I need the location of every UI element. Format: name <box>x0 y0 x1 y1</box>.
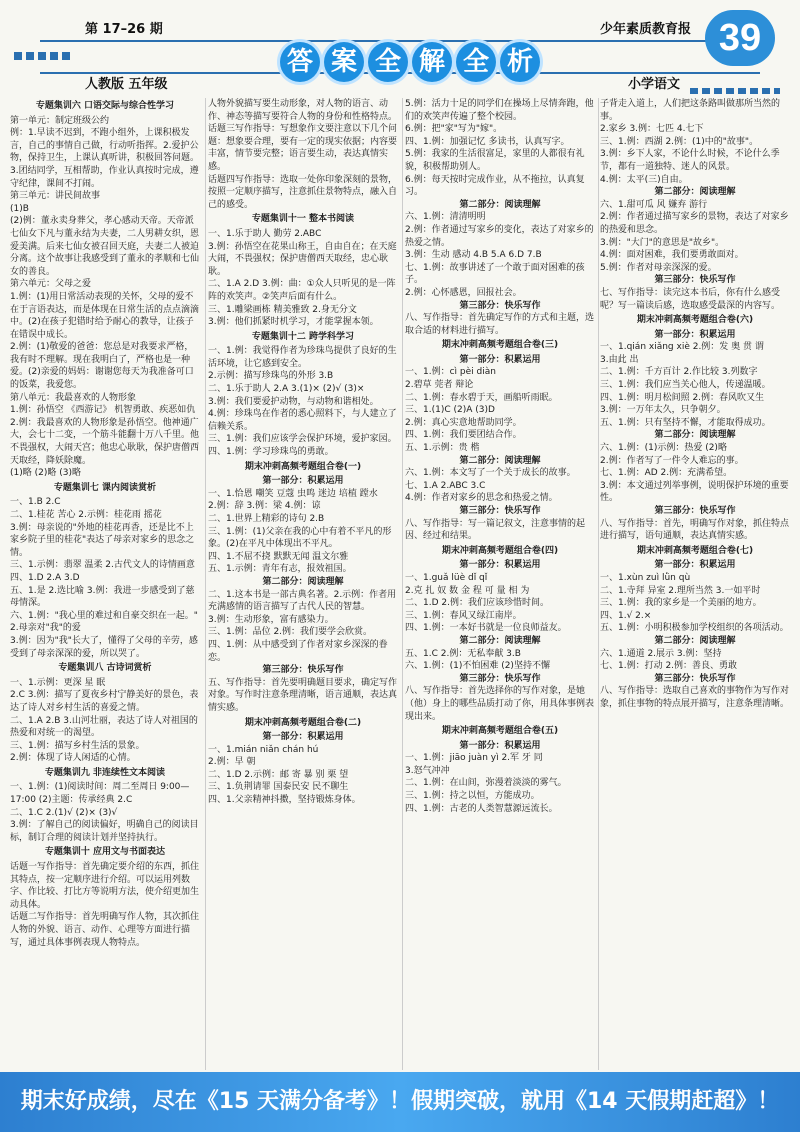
answer-line: 3.例：孙悟空在花果山称王，自由自在；在天庭大闹，不畏强权；保护唐僧西天取经，忠心耿耿。 <box>208 241 397 277</box>
answer-line: 八、写作指导：首先，明确写作对象，抓住特点进行描写，语句通顺，表达真情实感。 <box>600 518 790 542</box>
answer-line: 3.例：乡下人家，不论什么时候，不论什么季节，都有一道独特、迷人的风景。 <box>600 149 780 172</box>
answer-line: 三、1.例：持之以恒，方能成功。 <box>405 791 540 802</box>
section-heading: 期末冲刺高频考题组合卷(二) <box>244 717 362 728</box>
answer-line: 二、1.这本书是一部古典名著。2.示例：作者用充满感情的语言描写了古代人民的智慧。 <box>208 589 397 613</box>
answer-line: 一、1.guǎ lüè dǐ qǐ <box>405 572 488 583</box>
part-heading: 第一部分：积累运用 <box>262 476 344 487</box>
answer-line: 3.例：生动 感动 4.B 5.A 6.D 7.B <box>405 250 542 261</box>
part-heading: 第二部分：阅读理解 <box>262 576 344 587</box>
answer-line: 七、1.例：打动 2.例：善良、勇敢 <box>600 661 738 672</box>
part-heading: 第二部分：阅读理解 <box>459 635 541 646</box>
answer-line: 2.C 3.例：描写了夏夜乡村宁静美好的景色，表达了诗人对乡村生活的喜爱之情。 <box>10 690 199 713</box>
answer-line: 一、1.例：cì pèi diàn <box>405 367 496 378</box>
answer-line: 六、1.例："我心里的难过和自豪交织在一起。" 2.母亲对"我"的爱 <box>10 610 198 634</box>
answer-line: 2.例：(1)敬爱的爸爸：您总是对我要求严格，我有时不理解。现在我明白了，严格也是一种爱。(2)亲爱的妈妈：谢谢您每天为我准备可口的饭菜，我爱您。 <box>10 342 194 391</box>
part-heading: 第二部分：阅读理解 <box>654 430 736 441</box>
answer-line: 2.例：心怀感恩，回报社会。 <box>405 287 522 298</box>
answer-line: 2.例：我最喜欢的人物形象是孙悟空。他神通广大，会七十二变，一个筋斗能翻十万八千里。他不畏强权，大闹天宫；他忠心耿耿，保护唐僧西天取经，降妖除魔。 <box>10 417 200 466</box>
part-heading: 第二部分：阅读理解 <box>459 199 541 210</box>
answer-line: 六、1.甜可瓜 风 嫌弃 游行 <box>600 199 708 210</box>
answer-line: 六、1.例：本文写了一个关于成长的故事。 <box>405 468 576 479</box>
answer-line: 四、1.例：明月松间照 2.例：春风吹又生 <box>600 392 765 403</box>
answer-line: 二、1.例：在山间，弥漫着淡淡的雾气。 <box>405 778 567 789</box>
answer-line: 三、1.雕梁画栋 精美雅致 2.身无分文 <box>208 304 357 315</box>
answer-line: 第一单元：制定班级公约 <box>10 115 110 126</box>
answer-line: 一、1.例：(1)阅读时间：周二至周日 9:00—17:00 (2)主题：传承经典 2.C <box>10 782 190 806</box>
part-heading: 第二部分：阅读理解 <box>654 187 736 198</box>
section-heading: 期末冲刺高频考题组合卷(三) <box>441 340 559 351</box>
section-heading: 期末冲刺高频考题组合卷(七) <box>636 545 754 556</box>
part-heading: 第三部分：快乐写作 <box>459 300 541 311</box>
answer-line: 四、1.父亲精神抖擞，坚持锻炼身体。 <box>208 795 361 806</box>
answer-line: 子背走入道上，人们把这条路叫做那所当然的事。 <box>600 99 781 122</box>
answer-line: 六、1.例：清清明明 <box>405 212 486 223</box>
answer-line: 一、1.恰恩 嘲笑 豆蔻 虫鸣 迷边 培植 蹚水 <box>208 488 378 499</box>
answer-line: 一、1.例：jiāo juàn yì 2.军 牙 同 <box>405 753 543 764</box>
answer-line: 七、写作指导：读完这本书后，你有什么感受呢？写一篇读后感，选取感受最深的内容写。 <box>600 287 781 311</box>
newspaper-name: 少年素质教育报 <box>600 22 692 37</box>
answer-line: 三、1.例：品位 2.例：我们要学会欣赏。 <box>208 627 373 638</box>
page-header <box>0 0 800 98</box>
answer-line: 三、1.例：我们应该学会保护环境，爱护家园。 <box>208 434 397 445</box>
answer-line: 七、1.例：AD 2.例：充满希望。 <box>600 468 733 479</box>
part-heading: 第三部分：快乐写作 <box>654 275 736 286</box>
answer-line: 八、写作指导：首先选择你的写作对象，是她（他）身上的哪些品质打动了你，用具体事例表现出来。 <box>405 686 595 722</box>
answer-line: 五、1.示例：贵 楷 <box>405 443 480 454</box>
answer-line: 3.由此 出 <box>600 354 639 365</box>
section-heading: 专题集训七 课内阅读赏析 <box>53 482 157 493</box>
answer-line: 3.例：生动形象，富有感染力。 <box>208 614 334 625</box>
column-divider <box>598 98 599 1070</box>
title-char-2: 案 <box>324 42 364 82</box>
section-heading: 专题集训十 应用文与书面表达 <box>44 847 166 858</box>
answer-line: 三、1.例：描写乡村生活的景象。 <box>10 740 145 751</box>
title-char-6: 析 <box>500 42 540 82</box>
answer-line: 6.例：每天按时完成作业，从不拖拉，认真复习。 <box>405 174 585 198</box>
part-heading: 第一部分：积累运用 <box>654 329 736 340</box>
answer-line: 6.例：把"家"写为"嫁"。 <box>405 124 503 135</box>
answer-column-4 <box>600 98 790 1070</box>
part-heading: 第一部分：积累运用 <box>654 560 736 571</box>
answer-column-3 <box>405 98 595 1070</box>
answer-line: 四、1.例：加强记忆 多读书，认真写字。 <box>405 136 570 147</box>
answer-line: 五、1.例：小明积极参加学校组织的各项活动。 <box>600 623 789 634</box>
answer-line: 七、1.A 2.ABC 3.C <box>405 480 486 491</box>
page-number-badge: 39 <box>705 10 775 66</box>
answer-line: 2.碧草 莞者 辩论 <box>405 380 474 391</box>
title-char-5: 全 <box>456 42 496 82</box>
answer-line: 五、1.是 2.选比喻 3.例：我进一步感受到了慈母情深。 <box>10 585 195 609</box>
answer-line: 4.例：面对困难，我们要勇敢面对。 <box>600 250 744 261</box>
answer-line: 四、1.D 2.A 3.D <box>10 572 80 583</box>
answer-line: 五、写作指导：首先要明确题目要求，确定写作对象。写作时注意条理清晰，语言通顺，表达真情实感。 <box>208 677 398 713</box>
answer-line: 八、写作指导：首先确定写作的方式和主题，选取合适的材料进行描写。 <box>405 313 595 336</box>
answer-line: 3.例：了解自己的阅读偏好，明确自己的阅读目标，制订合理的阅读计划并坚持执行。 <box>10 820 199 843</box>
answer-line: (1)略 (2)略 (3)略 <box>10 468 81 479</box>
answer-line: 第三单元：讲民间故事 <box>10 191 101 202</box>
part-heading: 第一部分：积累运用 <box>262 732 344 743</box>
answer-column-1 <box>10 98 200 1070</box>
answer-line: 3.怒气冲冲 <box>405 765 450 776</box>
section-heading: 专题集训九 非连续性文本阅读 <box>44 767 166 778</box>
answer-line: 3.例：我们要爱护动物，与动物和谐相处。 <box>208 396 379 407</box>
answer-line: 四、1.例：一本好书就是一位良师益友。 <box>405 623 567 634</box>
answer-line: 2.例：作者通过写家乡的变化，表达了对家乡的热爱之情。 <box>405 224 594 248</box>
part-heading: 第一部分：积累运用 <box>459 354 541 365</box>
answer-line: 一、1.示例：更深 星 眠 <box>10 677 106 688</box>
answer-line: 四、1.例：古老的人类智慧源远流长。 <box>405 803 558 814</box>
answer-line: 3.例：一万年太久，只争朝夕。 <box>600 405 726 416</box>
issue-label: 第 17–26 期 <box>85 22 163 37</box>
answer-line: 六、1.例：(1)示例：热爱 (2)略 <box>600 443 727 454</box>
answer-line: 2.例：体现了诗人闲适的心情。 <box>10 753 136 764</box>
answer-line: 二、1.C 2.(1)√ (2)× (3)√ <box>10 807 118 818</box>
answer-line: 三、1.示例：翡翠 温柔 2.古代文人的诗情画意 <box>10 560 195 571</box>
answer-line: 二、1.例：千方百计 2.作比较 3.列数字 <box>600 367 758 378</box>
column-divider <box>402 98 403 1070</box>
column-divider <box>205 98 206 1070</box>
answer-line: 话题四写作指导：选取一处你印象深刻的景物，按照一定顺序描写，注意抓住景物特点，融入自己的感受。 <box>208 174 398 210</box>
answer-line: 四、1.例：学习珍珠鸟的勇敢。 <box>208 447 334 458</box>
subject-label: 小学语文 <box>628 77 681 92</box>
answer-line: 八、写作指导：选取自己喜欢的事物作为写作对象，抓住事物的特点展开描写，注意条理清晰。 <box>600 686 790 709</box>
part-heading: 第三部分：快乐写作 <box>459 673 541 684</box>
answer-line: 一、1.乐于助人 勤劳 2.ABC <box>208 228 322 239</box>
title-char-3: 全 <box>368 42 408 82</box>
answer-line: 二、1.寺拜 异室 2.理所当然 3.一如平时 <box>600 585 761 596</box>
answer-line: 2.家乡 3.例：七匹 4.七下 <box>600 124 704 135</box>
promo-banner: 期末好成绩，尽在《15 天满分备考》！假期突破，就用《14 天假期赶超》！ <box>0 1072 800 1132</box>
answer-column-2 <box>208 98 398 1070</box>
answer-line: 三、1.例：我们应当关心他人，传递温暖。 <box>600 380 771 391</box>
answer-line: 2.例：真心实意地帮助同学。 <box>405 417 522 428</box>
section-heading: 专题集训十二 跨学科学习 <box>251 331 355 342</box>
answer-line: 三、1.例：西湖 2.例：(1)中的"故事"。 <box>600 136 759 147</box>
answer-line: 四、1.例：我们要团结合作。 <box>405 430 522 441</box>
part-heading: 第二部分：阅读理解 <box>459 455 541 466</box>
part-heading: 第三部分：快乐写作 <box>654 506 736 516</box>
section-heading: 期末冲刺高频考题组合卷(一) <box>244 461 362 472</box>
answer-line: 五、1.例：只有坚持不懈，才能取得成功。 <box>600 417 771 428</box>
answer-line: 3.例：本文通过列举事例，说明保护环境的重要性。 <box>600 480 789 504</box>
answer-line: 2.例：早 朝 <box>208 757 256 768</box>
answer-line: 3.例：因为"我"长大了，懂得了父母的辛劳，感受到了母亲深深的爱，所以哭了。 <box>10 635 198 659</box>
answer-line: 2.例：作者写了一件令人难忘的事。 <box>600 455 744 466</box>
title-char-4: 解 <box>412 42 452 82</box>
answer-line: 4.例：珍珠鸟在作者的悉心照料下，与人建立了信赖关系。 <box>208 409 397 432</box>
answer-line: 四、1.√ 2.× <box>600 610 652 621</box>
answer-line: 三、1.负荆请罪 国泰民安 民不聊生 <box>208 782 349 793</box>
answer-line: 1.例：(1)用日常活动表现的关怀，父母的爱不在于言语表达，而是体现在日常生活的点点滴滴中。(2)在孩子犯错时给予耐心的教导，让孩子在错误中成长。 <box>10 291 200 340</box>
answer-line: 3.例："大门"的意思是"故乡"。 <box>600 237 725 248</box>
section-heading: 专题集训六 口语交际与综合性学习 <box>35 101 175 111</box>
section-heading: 专题集训十一 整本书阅读 <box>251 214 355 225</box>
section-heading: 期末冲刺高频考题组合卷(四) <box>441 545 559 556</box>
answer-line: 二、1.乐于助人 2.A 3.(1)× (2)√ (3)× <box>208 384 365 395</box>
answer-line: 三、1.例：我的家乡是一个美丽的地方。 <box>600 598 762 609</box>
answer-line: 五、1.C 2.例：无私奉献 3.B <box>405 648 521 659</box>
part-heading: 第一部分：积累运用 <box>459 740 541 751</box>
answer-line: 二、1.D 2.例：我们应该珍惜时间。 <box>405 598 549 609</box>
answer-line: 二、1.A 2.D 3.例：曲：①众人只听见的是一阵阵的欢笑声。②笑声后面有什么。 <box>208 279 396 302</box>
answer-line: 话题一写作指导：首先确定要介绍的东西，抓住其特点，按一定顺序进行介绍。可以运用列数字、作比较、打比方等说明方法，使介绍更加生动具体。 <box>10 862 200 910</box>
section-heading: 专题集训八 古诗词赏析 <box>58 663 152 674</box>
answer-line: 2.示例：描写珍珠鸟的外形 3.B <box>208 371 334 382</box>
answer-line: 六、1.例：(1)不怕困难 (2)坚持不懈 <box>405 661 550 672</box>
answer-line: 一、1.qián xiǎng xiè 2.例：发 奥 贯 谓 <box>600 342 764 353</box>
answer-line: 1.例：孙悟空 《西游记》 机智勇敢、疾恶如仇 <box>10 405 196 416</box>
part-heading: 第三部分：快乐写作 <box>459 506 541 516</box>
answer-line: 2.例：作者通过描写家乡的景物，表达了对家乡的热爱和思念。 <box>600 212 789 235</box>
decorative-stripes-right <box>690 88 780 94</box>
answer-line: (2)例：董永卖身葬父，孝心感动天帝。天帝派七仙女下凡与董永结为夫妻，二人男耕女织，恩爱美满。后来七仙女被召回天庭，夫妻二人被迫分离。这个故事让我感受到了董永的孝顺和七仙女的善良。 <box>10 216 200 277</box>
answer-line: 2.例：辞 3.例：梁 4.例：谅 <box>208 501 321 512</box>
answer-line: 话题三写作指导：写想象作文要注意以下几个问题：想象要合理，要有一定的现实依据；内容要丰富，情节要完整；语言要生动，表达真情实感。 <box>208 124 398 172</box>
answer-line: 六、1.通道 2.展示 3.例：坚持 <box>600 648 722 659</box>
answer-line: 一、1.B 2.C <box>10 497 61 508</box>
answer-line: 四、1.不屈不挠 默默无闻 温文尔雅 <box>208 551 349 562</box>
part-heading: 第一部分：积累运用 <box>459 560 541 571</box>
answer-line: 第六单元：父母之爱 <box>10 279 92 290</box>
answer-line: 五、1.示例：青年有志，报效祖国。 <box>208 564 352 575</box>
part-heading: 第三部分：快乐写作 <box>654 673 736 684</box>
answer-line: (1)B <box>10 203 29 214</box>
answer-line: 4.例：太平(三)自由。 <box>600 174 688 185</box>
answer-line: 三、1.(1)C (2)A (3)D <box>405 405 495 416</box>
answer-line: 二、1.桂花 苦心 2.示例：桂花雨 摇花 <box>10 510 162 520</box>
answer-line: 一、1.xùn zuì lǜn qù <box>600 572 691 583</box>
section-heading: 期末冲刺高频考题组合卷(五) <box>441 726 559 737</box>
answer-line: 二、1.A 2.B 3.山河壮丽，表达了诗人对祖国的热爱和对统一的渴望。 <box>10 715 198 739</box>
answer-line: 三、1.例：(1)父亲在我的心中有着不平凡的形象。(2)在平凡中体现出不平凡。 <box>208 526 392 550</box>
answer-line: 3.例：他们抓紧时机学习，才能掌握本领。 <box>208 317 379 328</box>
answer-line: 八、写作指导：写一篇记叙文，注意事情的起因、经过和结果。 <box>405 518 586 542</box>
answer-line: 二、1.世界上精彩的诗句 2.B <box>208 514 325 524</box>
answer-line: 一、1.mián niǎn chán hú <box>208 744 319 755</box>
answer-line: 话题二写作指导：首先明确写作人物，其次抓住人物的外貌、语言、动作、心理等方面进行描写，通过具体事例表现人物特点。 <box>10 912 200 948</box>
answer-line: 三、1.例：春风又绿江南岸。 <box>405 610 522 621</box>
title-char-1: 答 <box>280 42 320 82</box>
section-heading: 期末冲刺高频考题组合卷(六) <box>636 315 754 326</box>
answer-columns <box>10 98 790 1070</box>
answer-line: 七、1.例：故事讲述了一个敢于面对困难的孩子。 <box>405 262 585 286</box>
answer-line: 二、1.D 2.示例：邮 寄 暴 别 栗 望 <box>208 769 349 780</box>
answer-line: 5.例：我家的生活很富足，家里的人都很有礼貌，积极帮助别人。 <box>405 149 585 172</box>
answer-line: 5.例：活力十足的同学们在操场上尽情奔跑，他们的欢笑声传遍了整个校园。 <box>405 99 594 122</box>
answer-line: 四、1.例：从中感受到了作者对家乡深深的眷恋。 <box>208 639 388 663</box>
answer-line: 一、1.例：我觉得作者为珍珠鸟提供了良好的生活环境，让它感到安全。 <box>208 346 397 369</box>
answer-line: 人物外貌描写要生动形象，对人物的语言、动作、神态等描写要符合人物的身份和性格特点。 <box>208 99 398 122</box>
answer-line: 例：1.早读不迟到，不跑小组外，上课积极发言，自己的事情自己做，行动听指挥。2.爱护公物，保持卫生，上课认真听讲，积极回答问题。3.团结同学，互相帮助，作业认真按时完成，遵守纪律，课间不打闹。 <box>10 128 200 189</box>
answer-line: 5.例：作者对母亲深深的爱。 <box>600 262 717 273</box>
edition-label: 人教版 五年级 <box>85 77 168 92</box>
answer-line: 二、1.例：春水碧于天，画船听雨眠。 <box>405 392 558 403</box>
answer-line: 2.克 扎 奴 数 金 程 可 量 相 为 <box>405 585 530 596</box>
answer-line: 4.例：作者对家乡的思念和热爱之情。 <box>405 493 558 504</box>
part-heading: 第三部分：快乐写作 <box>262 665 344 676</box>
answer-line: 第八单元：我最喜欢的人物形象 <box>10 392 137 403</box>
part-heading: 第二部分：阅读理解 <box>654 635 736 646</box>
answer-line: 3.例：母亲说的"外地的桂花再香，还是比不上家乡院子里的桂花"表达了母亲对家乡的思念之情。 <box>10 522 195 558</box>
